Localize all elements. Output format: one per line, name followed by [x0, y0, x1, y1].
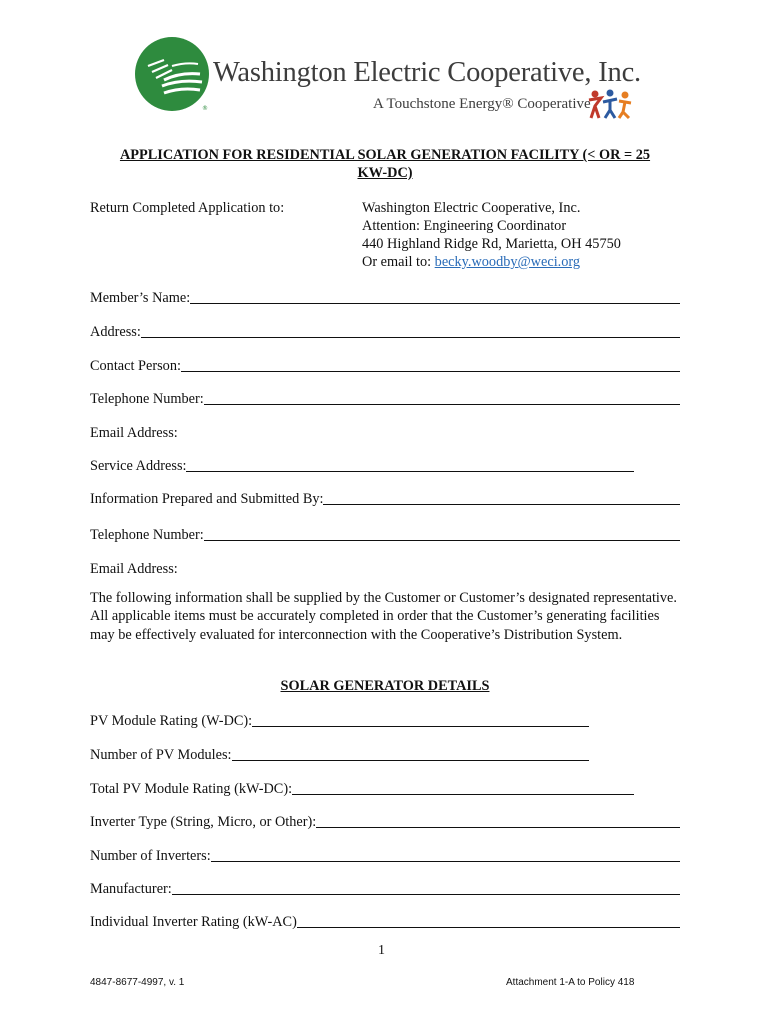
- email-address-field[interactable]: [90, 422, 680, 442]
- telephone-label: Telephone Number:: [90, 391, 204, 407]
- address-input-line[interactable]: [141, 336, 680, 338]
- service-address-input-line[interactable]: [186, 470, 634, 472]
- return-email-prefix: Or email to:: [362, 254, 435, 270]
- preparer-email-label: Email Address:: [90, 561, 178, 577]
- cooperative-logo-icon: [134, 36, 210, 112]
- telephone-field[interactable]: [90, 388, 680, 408]
- service-address-label: Service Address:: [90, 458, 187, 474]
- svg-text:®: ®: [202, 105, 208, 112]
- member-name-label: Member’s Name:: [90, 290, 191, 306]
- touchstone-people-icon: [587, 88, 633, 120]
- preparer-telephone-label: Telephone Number:: [90, 527, 204, 543]
- title-line-1: APPLICATION FOR RESIDENTIAL SOLAR GENERATION FACILITY (< OR = 25: [119, 147, 651, 163]
- email-address-label: Email Address:: [90, 425, 178, 441]
- return-address-line-3: 440 Highland Ridge Rd, Marietta, OH 45750: [362, 236, 621, 252]
- manufacturer-input-line[interactable]: [172, 893, 680, 895]
- inverter-type-label: Inverter Type (String, Micro, or Other):: [90, 814, 317, 830]
- total-pv-rating-input-line[interactable]: [292, 793, 634, 795]
- service-address-field[interactable]: [90, 455, 634, 475]
- pv-module-count-input-line[interactable]: [232, 759, 589, 761]
- pv-module-rating-input-line[interactable]: [252, 725, 589, 727]
- return-email-link[interactable]: becky.woodby@weci.org: [434, 254, 581, 270]
- pv-module-rating-field[interactable]: [90, 710, 589, 730]
- manufacturer-label: Manufacturer:: [90, 881, 172, 897]
- inverter-type-field[interactable]: [90, 811, 680, 831]
- application-title: [90, 146, 680, 182]
- prepared-by-field[interactable]: [90, 488, 680, 508]
- inverter-rating-label: Individual Inverter Rating (kW-AC): [90, 914, 297, 930]
- contact-person-label: Contact Person:: [90, 358, 181, 374]
- title-line-2: KW-DC): [357, 165, 413, 181]
- contact-person-field[interactable]: [90, 355, 680, 375]
- organization-name: Washington Electric Cooperative, Inc.: [213, 57, 641, 88]
- address-label: Address:: [90, 324, 141, 340]
- pv-module-count-label: Number of PV Modules:: [90, 747, 232, 763]
- contact-person-input-line[interactable]: [181, 370, 680, 372]
- pv-module-rating-label: PV Module Rating (W-DC):: [90, 713, 253, 729]
- touchstone-tagline: A Touchstone Energy® Cooperative: [373, 96, 591, 112]
- member-name-field[interactable]: [90, 287, 680, 307]
- page-number: 1: [378, 943, 385, 958]
- document-id: 4847-8677-4997, v. 1: [90, 977, 185, 988]
- preparer-telephone-input-line[interactable]: [204, 539, 680, 541]
- return-to-label: Return Completed Application to:: [90, 200, 285, 216]
- total-pv-rating-field[interactable]: [90, 778, 634, 798]
- telephone-input-line[interactable]: [204, 403, 680, 405]
- return-address-line-2: Attention: Engineering Coordinator: [362, 218, 567, 234]
- attachment-reference: Attachment 1-A to Policy 418: [506, 977, 635, 988]
- inverter-count-input-line[interactable]: [211, 860, 680, 862]
- prepared-by-label: Information Prepared and Submitted By:: [90, 491, 324, 507]
- inverter-type-input-line[interactable]: [316, 826, 680, 828]
- pv-module-count-field[interactable]: [90, 744, 589, 764]
- preparer-email-field[interactable]: [90, 558, 680, 578]
- manufacturer-field[interactable]: [90, 878, 680, 898]
- inverter-rating-input-line[interactable]: [297, 926, 680, 928]
- inverter-count-label: Number of Inverters:: [90, 848, 211, 864]
- inverter-count-field[interactable]: [90, 845, 680, 865]
- member-name-input-line[interactable]: [190, 302, 680, 304]
- solar-details-heading: SOLAR GENERATOR DETAILS: [280, 678, 490, 694]
- address-field[interactable]: [90, 321, 680, 341]
- preparer-telephone-field[interactable]: [90, 524, 680, 544]
- return-email-line: [362, 254, 580, 271]
- inverter-rating-field[interactable]: [90, 911, 680, 931]
- prepared-by-input-line[interactable]: [323, 503, 680, 505]
- total-pv-rating-label: Total PV Module Rating (kW-DC):: [90, 781, 293, 797]
- return-address-line-1: Washington Electric Cooperative, Inc.: [362, 200, 581, 216]
- instructions-paragraph: The following information shall be supplied by the Customer or Customer’s designated representative. All applicable items must be accurately completed in order that the Customer’s generating facilities may be effectively evaluated for interconnection with the Cooperative’s Distribution System.: [90, 590, 677, 643]
